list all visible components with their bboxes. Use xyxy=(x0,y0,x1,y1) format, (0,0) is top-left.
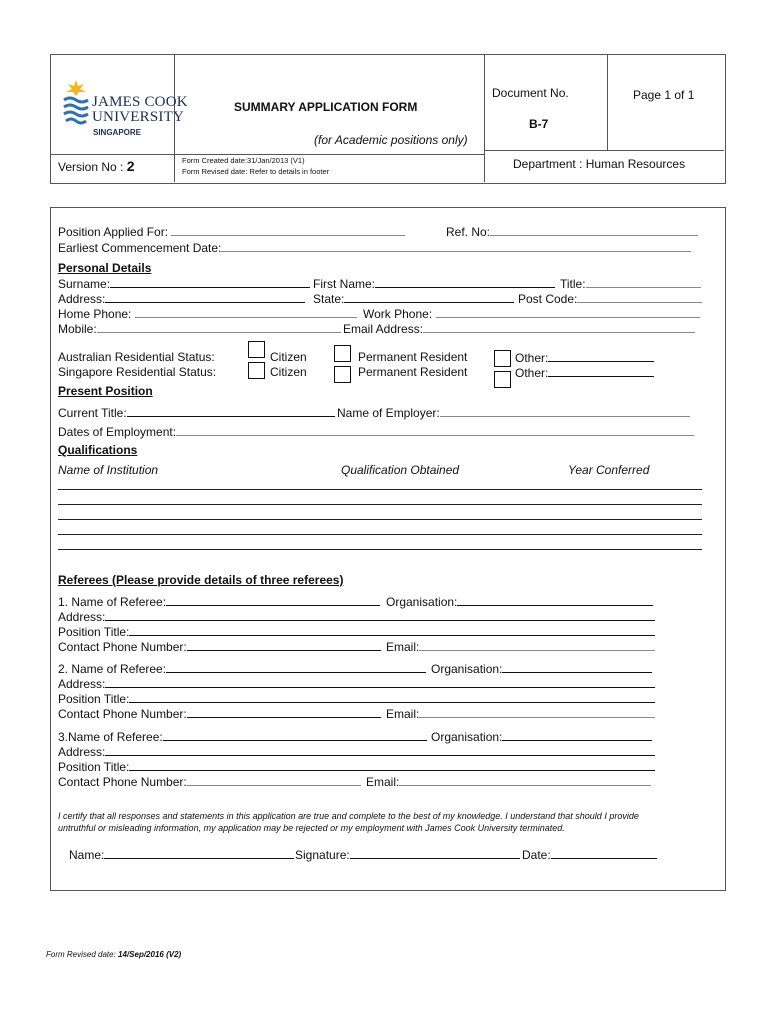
aus-pr-checkbox[interactable] xyxy=(334,345,351,362)
ref3-email-row xyxy=(366,774,651,789)
ref1-name-field[interactable] xyxy=(166,594,380,606)
ref1-position-field[interactable] xyxy=(129,624,655,636)
employment-dates-label: Dates of Employment: xyxy=(58,425,177,439)
document-no: B-7 xyxy=(529,117,549,131)
ref1-org-row xyxy=(386,594,653,609)
sg-other-checkbox[interactable] xyxy=(494,371,511,388)
sg-pr-checkbox[interactable] xyxy=(334,366,351,383)
mobile-row xyxy=(58,321,341,336)
qualification-line[interactable] xyxy=(58,504,702,505)
ref2-name-label: 2. Name of Referee: xyxy=(58,662,167,676)
footer-revised xyxy=(46,950,181,959)
aus-citizen-checkbox[interactable] xyxy=(248,341,265,358)
post-code-label: Post Code: xyxy=(518,292,578,306)
header-divider xyxy=(484,150,724,151)
surname-field[interactable] xyxy=(110,276,310,288)
aus-other-row xyxy=(515,350,654,365)
ref3-phone-row xyxy=(58,774,361,789)
position-applied-row xyxy=(58,224,405,239)
footer-revised-label: Form Revised date: xyxy=(46,950,119,959)
name-row xyxy=(69,847,294,862)
ref1-name-label: 1. Name of Referee: xyxy=(58,595,167,609)
first-name-row xyxy=(313,276,555,291)
ref3-position-row xyxy=(58,759,655,774)
ref3-phone-label: Contact Phone Number: xyxy=(58,775,187,789)
header-divider xyxy=(607,54,608,150)
ref1-address-row xyxy=(58,609,655,624)
ref3-name-field[interactable] xyxy=(163,729,427,741)
signature-row xyxy=(295,847,520,862)
certify-text-line1: I certify that all responses and statements in this application are true and complete to the best of my knowledge. I understand that should I provide xyxy=(58,811,639,821)
home-phone-row xyxy=(58,306,357,321)
post-code-field[interactable] xyxy=(577,291,702,303)
aus-other-label: Other: xyxy=(515,351,549,365)
year-col-header: Year Conferred xyxy=(568,463,650,477)
home-phone-field[interactable] xyxy=(135,306,357,318)
commencement-row xyxy=(58,240,691,255)
institution-col-header: Name of Institution xyxy=(58,463,159,477)
logo-line2: UNIVERSITY xyxy=(92,109,184,125)
ref3-position-label: Position Title: xyxy=(58,760,130,774)
commencement-field[interactable] xyxy=(221,240,691,252)
ref3-org-label: Organisation: xyxy=(431,730,503,744)
signature-label: Signature: xyxy=(295,848,350,862)
ref2-name-field[interactable] xyxy=(166,661,426,673)
form-title: SUMMARY APPLICATION FORM xyxy=(234,100,418,114)
date-row xyxy=(522,847,657,862)
name-field[interactable] xyxy=(104,847,294,859)
ref1-name-row xyxy=(58,594,380,609)
title-row xyxy=(560,276,701,291)
ref-no-field[interactable] xyxy=(490,224,698,236)
ref2-email-row xyxy=(386,706,655,721)
sg-citizen-label: Citizen xyxy=(270,365,307,379)
date-field[interactable] xyxy=(551,847,657,859)
aus-status-label: Australian Residential Status: xyxy=(58,350,215,364)
ref1-address-label: Address: xyxy=(58,610,106,624)
commencement-label: Earliest Commencement Date: xyxy=(58,241,222,255)
mobile-label: Mobile: xyxy=(58,322,97,336)
ref2-position-field[interactable] xyxy=(129,691,655,703)
first-name-label: First Name: xyxy=(313,277,376,291)
ref2-address-field[interactable] xyxy=(105,676,655,688)
title-field[interactable] xyxy=(586,276,701,288)
ref3-email-label: Email: xyxy=(366,775,400,789)
ref2-position-row xyxy=(58,691,655,706)
ref1-phone-row xyxy=(58,639,381,654)
ref3-address-row xyxy=(58,744,655,759)
ref2-address-row xyxy=(58,676,655,691)
work-phone-field[interactable] xyxy=(436,306,700,318)
referees-heading: Referees (Please provide details of three referees) xyxy=(58,573,344,587)
personal-details-heading: Personal Details xyxy=(58,261,152,275)
qualification-line[interactable] xyxy=(58,534,702,535)
certify-text-line2: untruthful or misleading information, my application may be rejected or my employment with James Cook University terminated. xyxy=(58,823,565,833)
university-logo xyxy=(62,80,188,142)
current-title-field[interactable] xyxy=(127,405,335,417)
ref3-address-label: Address: xyxy=(58,745,106,759)
mobile-field[interactable] xyxy=(97,321,341,333)
page-number: Page 1 of 1 xyxy=(633,88,695,102)
employment-dates-field[interactable] xyxy=(176,424,694,436)
department: Department : Human Resources xyxy=(513,157,686,171)
post-code-row xyxy=(518,291,702,306)
ref1-email-row xyxy=(386,639,655,654)
current-title-row xyxy=(58,405,335,420)
email-address-field[interactable] xyxy=(423,321,695,333)
ref1-org-label: Organisation: xyxy=(386,595,458,609)
sg-status-label: Singapore Residential Status: xyxy=(58,365,217,379)
employment-dates-row xyxy=(58,424,694,439)
work-phone-label: Work Phone: xyxy=(363,307,433,321)
ref2-phone-field[interactable] xyxy=(187,706,381,718)
ref2-name-row xyxy=(58,661,426,676)
ref2-org-label: Organisation: xyxy=(431,662,503,676)
sg-other-row xyxy=(515,365,654,380)
address-label: Address: xyxy=(58,292,106,306)
employer-label: Name of Employer: xyxy=(337,406,440,420)
name-label: Name: xyxy=(69,848,105,862)
waves-icon xyxy=(62,80,90,128)
ref3-address-field[interactable] xyxy=(105,744,655,756)
header-divider xyxy=(50,154,484,155)
ref2-phone-label: Contact Phone Number: xyxy=(58,707,187,721)
email-address-row xyxy=(343,321,695,336)
state-label: State: xyxy=(313,292,345,306)
ref1-org-field[interactable] xyxy=(457,594,653,606)
title-label: Title: xyxy=(560,277,586,291)
document-no-label: Document No. xyxy=(492,86,569,100)
state-field[interactable] xyxy=(344,291,514,303)
sg-citizen-checkbox[interactable] xyxy=(248,362,265,379)
aus-citizen-label: Citizen xyxy=(270,350,307,364)
qualification-col-header: Qualification Obtained xyxy=(341,463,460,477)
qualifications-heading: Qualifications xyxy=(58,443,138,457)
logo-line3: SINGAPORE xyxy=(93,128,142,137)
ref1-address-field[interactable] xyxy=(105,609,655,621)
first-name-field[interactable] xyxy=(375,276,555,288)
ref1-phone-label: Contact Phone Number: xyxy=(58,640,187,654)
ref1-email-field[interactable] xyxy=(419,639,655,651)
sg-pr-label: Permanent Resident xyxy=(358,365,468,379)
ref-no-label: Ref. No: xyxy=(446,225,491,239)
ref1-phone-field[interactable] xyxy=(187,639,381,651)
header-divider xyxy=(484,54,485,182)
ref2-email-field[interactable] xyxy=(419,706,655,718)
date-label: Date: xyxy=(522,848,551,862)
signature-field[interactable] xyxy=(350,847,520,859)
form-revised-note: Form Revised date: Refer to details in footer xyxy=(182,167,330,176)
qualification-line[interactable] xyxy=(58,489,702,490)
ref1-position-label: Position Title: xyxy=(58,625,130,639)
surname-label: Surname: xyxy=(58,277,111,291)
version-value: 2 xyxy=(126,158,135,174)
form-subtitle: (for Academic positions only) xyxy=(314,133,468,147)
email-address-label: Email Address: xyxy=(343,322,424,336)
version-label: Version No : xyxy=(58,160,127,174)
ref3-email-field[interactable] xyxy=(399,774,651,786)
ref2-address-label: Address: xyxy=(58,677,106,691)
sg-other-label: Other: xyxy=(515,366,549,380)
ref2-org-row xyxy=(431,661,652,676)
aus-other-checkbox[interactable] xyxy=(494,350,511,367)
surname-row xyxy=(58,276,310,291)
qualification-line[interactable] xyxy=(58,549,702,550)
ref1-email-label: Email: xyxy=(386,640,420,654)
position-applied-label: Position Applied For: xyxy=(58,225,169,239)
ref2-position-label: Position Title: xyxy=(58,692,130,706)
home-phone-label: Home Phone: xyxy=(58,307,132,321)
footer-revised-value: 14/Sep/2016 (V2) xyxy=(118,950,182,959)
ref2-phone-row xyxy=(58,706,381,721)
ref3-org-field[interactable] xyxy=(502,729,652,741)
ref-no-row xyxy=(446,224,698,239)
state-row xyxy=(313,291,514,306)
form-created-date: Form Created date:31/Jan/2013 (V1) xyxy=(182,156,305,165)
ref2-email-label: Email: xyxy=(386,707,420,721)
position-applied-field[interactable] xyxy=(171,224,405,236)
version-no xyxy=(58,158,135,174)
present-position-heading: Present Position xyxy=(58,384,153,398)
ref3-org-row xyxy=(431,729,652,744)
address-row xyxy=(58,291,305,306)
logo-line1: JAMES COOK xyxy=(92,94,188,110)
ref3-phone-field[interactable] xyxy=(187,774,361,786)
address-field[interactable] xyxy=(105,291,305,303)
ref3-name-label: 3.Name of Referee: xyxy=(58,730,163,744)
employer-field[interactable] xyxy=(440,405,690,417)
ref3-name-row xyxy=(58,729,427,744)
work-phone-row xyxy=(363,306,700,321)
employer-row xyxy=(337,405,690,420)
ref3-position-field[interactable] xyxy=(129,759,655,771)
aus-other-field[interactable] xyxy=(548,350,654,362)
ref1-position-row xyxy=(58,624,655,639)
ref2-org-field[interactable] xyxy=(502,661,652,673)
qualification-line[interactable] xyxy=(58,519,702,520)
sg-other-field[interactable] xyxy=(548,365,654,377)
aus-pr-label: Permanent Resident xyxy=(358,350,468,364)
current-title-label: Current Title: xyxy=(58,406,127,420)
